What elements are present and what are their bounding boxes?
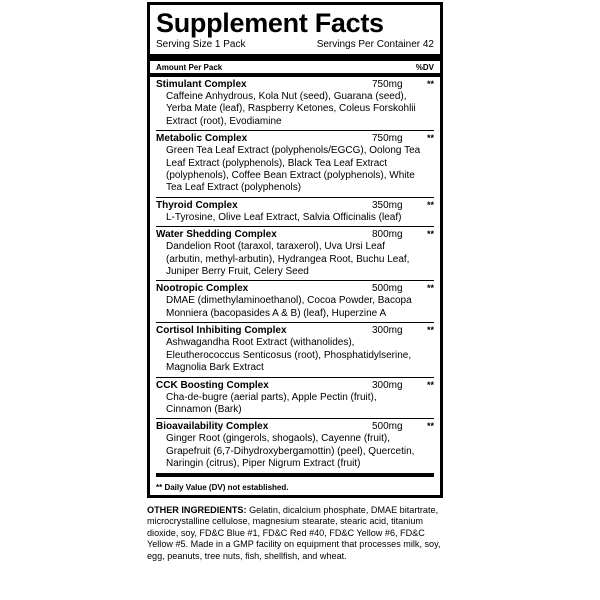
section-name: Cortisol Inhibiting Complex xyxy=(156,325,287,337)
section-row xyxy=(156,198,434,227)
section-dv: ** xyxy=(426,133,434,144)
section-amount: 750mg xyxy=(372,133,403,145)
section-row xyxy=(156,131,434,198)
section-dv: ** xyxy=(426,229,434,240)
section-name: Water Shedding Complex xyxy=(156,229,277,241)
section-ingredients: Green Tea Leaf Extract (polyphenols/EGCG), Oolong Tea Leaf Extract (polyphenols), Black Tea Leaf Extract (polyphenols), Coffee Bean Extract (polyphenols), White Tea Leaf Extract (polyphenols) xyxy=(166,145,421,194)
section-ingredients: L-Tyrosine, Olive Leaf Extract, Salvia Officinalis (leaf) xyxy=(166,211,402,223)
section-ingredients: Ginger Root (gingerols, shogaols), Cayenne (fruit), Grapefruit (6,7-Dihydroxybergamottin) (peel), Quercetin, Naringin (citrus), Piper Nigrum Extract (fruit) xyxy=(166,433,415,470)
serving-size: Serving Size 1 Pack xyxy=(156,39,246,50)
section-amount: 500mg xyxy=(372,283,403,295)
section-ingredients: DMAE (dimethylaminoethanol), Cocoa Powder, Bacopa Monniera (bacopasides A & B) (leaf), Huperzine A xyxy=(166,295,412,319)
section-row xyxy=(156,323,434,377)
section-row xyxy=(156,419,434,476)
section-amount: 800mg xyxy=(372,229,403,241)
dv-header: %DV xyxy=(415,63,434,72)
section-amount: 300mg xyxy=(372,379,403,391)
section-ingredients: Ashwagandha Root Extract (withanolides), Eleutherococcus Senticosus (root), Phosphatidylserine, Magnolia Bark Extract xyxy=(166,337,412,374)
section-amount: 500mg xyxy=(372,421,403,433)
section-dv: ** xyxy=(426,379,434,390)
section-ingredients: Dandelion Root (taraxol, taraxerol), Uva Ursi Leaf (arbutin, methyl-arbutin), Hydrangea Root, Buchu Leaf, Juniper Berry Fruit, Celery Seed xyxy=(166,241,410,278)
section-row xyxy=(156,227,434,281)
section-row xyxy=(156,281,434,323)
section-dv: ** xyxy=(426,421,434,432)
serving-info xyxy=(156,39,434,51)
dv-footnote: ** Daily Value (DV) not established. xyxy=(156,482,289,492)
other-ingredients-label: OTHER INGREDIENTS: xyxy=(147,505,247,515)
section-dv: ** xyxy=(426,283,434,294)
section-row xyxy=(156,77,434,131)
section-dv: ** xyxy=(426,79,434,89)
section-name: Nootropic Complex xyxy=(156,283,249,295)
section-amount: 350mg xyxy=(372,199,403,211)
servings-per-container: Servings Per Container 42 xyxy=(316,39,434,50)
section-name: CCK Boosting Complex xyxy=(156,379,269,391)
section-name: Thyroid Complex xyxy=(156,199,238,211)
sections-list xyxy=(156,77,434,477)
section-name: Metabolic Complex xyxy=(156,133,248,145)
section-dv: ** xyxy=(426,199,434,210)
amount-header-row xyxy=(156,61,434,73)
section-amount: 300mg xyxy=(372,325,403,337)
amount-per-pack: Amount Per Pack xyxy=(156,63,223,72)
other-ingredients xyxy=(147,505,443,562)
thick-divider xyxy=(150,54,440,61)
section-ingredients: Cha-de-bugre (aerial parts), Apple Pectin (fruit), Cinnamon (Bark) xyxy=(166,391,377,415)
section-dv: ** xyxy=(426,325,434,336)
section-name: Stimulant Complex xyxy=(156,79,247,90)
section-ingredients: Caffeine Anhydrous, Kola Nut (seed), Guarana (seed), Yerba Mate (leaf), Raspberry Ketones, Coleus Forskohlii Extract (root), Evodiamine xyxy=(166,91,416,127)
panel-title: Supplement Facts xyxy=(156,8,384,38)
section-row xyxy=(156,378,434,420)
section-name: Bioavailability Complex xyxy=(156,421,269,433)
other-ingredients-text: Gelatin, dicalcium phosphate, DMAE bitartrate, microcrystalline cellulose, magnesium stearate, stearic acid, titanium dioxide, soy, FD&C Blue #1, FD&C Red #40, FD&C Yellow #6, FD&C Yellow #5. Made in a GMP facility on equipment that processes milk, soy, egg, peanuts, tree nuts, fish, shellfish, and wheat. xyxy=(147,505,441,561)
supplement-facts-panel xyxy=(147,2,443,498)
section-amount: 750mg xyxy=(372,79,403,90)
